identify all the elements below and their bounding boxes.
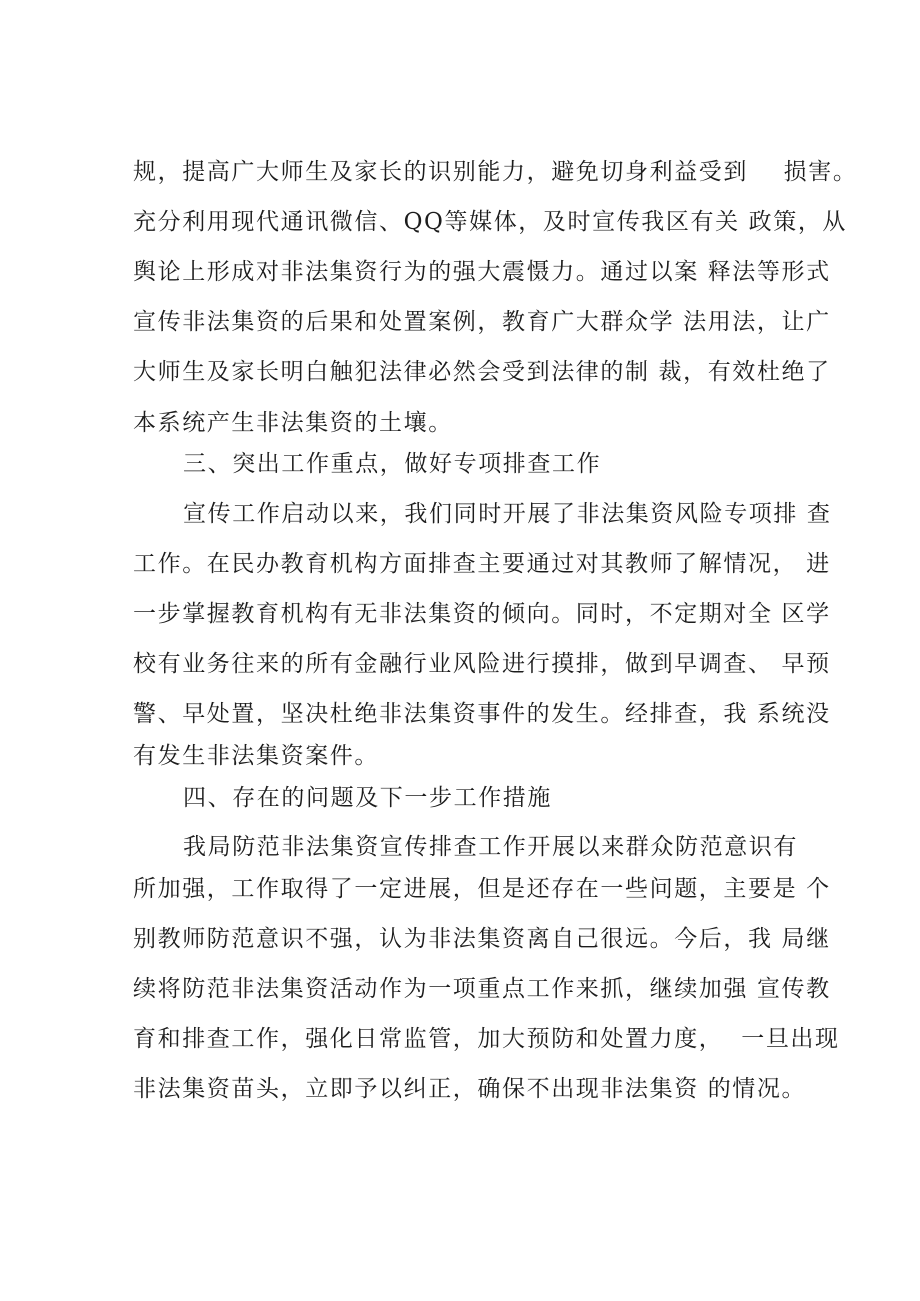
paragraph-line: 续将防范非法集资活动作为一项重点工作来抓，继续加强 宣传教: [133, 976, 831, 1002]
paragraph-line: 工作。在民办教育机构方面排查主要通过对其教师了解情况， 进: [133, 551, 831, 577]
paragraph-line: 宣传工作启动以来，我们同时开展了非法集资风险专项排 查: [183, 501, 832, 527]
paragraph-line: 一步掌握教育机构有无非法集资的倾向。同时，不定期对全 区学: [133, 601, 831, 627]
paragraph-line: 育和排查工作，强化日常监管，加大预防和处置力度， 一旦出现: [133, 1026, 840, 1052]
paragraph-line: 我局防范非法集资宣传排查工作开展以来群众防范意识有: [183, 834, 798, 860]
paragraph-line: 宣传非法集资的后果和处置案例，教育广大群众学 法用法，让广: [133, 309, 831, 335]
paragraph-line: 非法集资苗头，立即予以纠正，确保不出现非法集资 的情况。: [133, 1076, 807, 1102]
paragraph-line: 本系统产生非法集资的土壤。: [133, 410, 453, 436]
paragraph-line: 舆论上形成对非法集资行为的强大震慑力。通过以案 释法等形式: [133, 259, 831, 285]
paragraph-line: 有发生非法集资案件。: [133, 743, 379, 769]
paragraph-line: 大师生及家长明白触犯法律必然会受到法律的制 裁，有效杜绝了: [133, 359, 831, 385]
paragraph-line: 别教师防范意识不强，认为非法集资离自己很远。今后，我 局继: [133, 926, 831, 952]
paragraph-line: 校有业务往来的所有金融行业风险进行摸排，做到早调查、 早预: [133, 651, 831, 677]
section-heading: 三、突出工作重点，做好专项排查工作: [183, 451, 602, 477]
section-heading: 四、存在的问题及下一步工作措施: [183, 785, 552, 811]
paragraph-line: 充分利用现代通讯微信、QQ等媒体，及时宣传我区有关 政策，从: [133, 209, 848, 235]
paragraph-line: 所加强，工作取得了一定进展，但是还存在一些问题，主要是 个: [133, 876, 831, 902]
paragraph-line: 规，提高广大师生及家长的识别能力，避免切身利益受到 损害。: [133, 159, 858, 185]
paragraph-line: 警、早处置，坚决杜绝非法集资事件的发生。经排查，我 系统没: [133, 701, 831, 727]
